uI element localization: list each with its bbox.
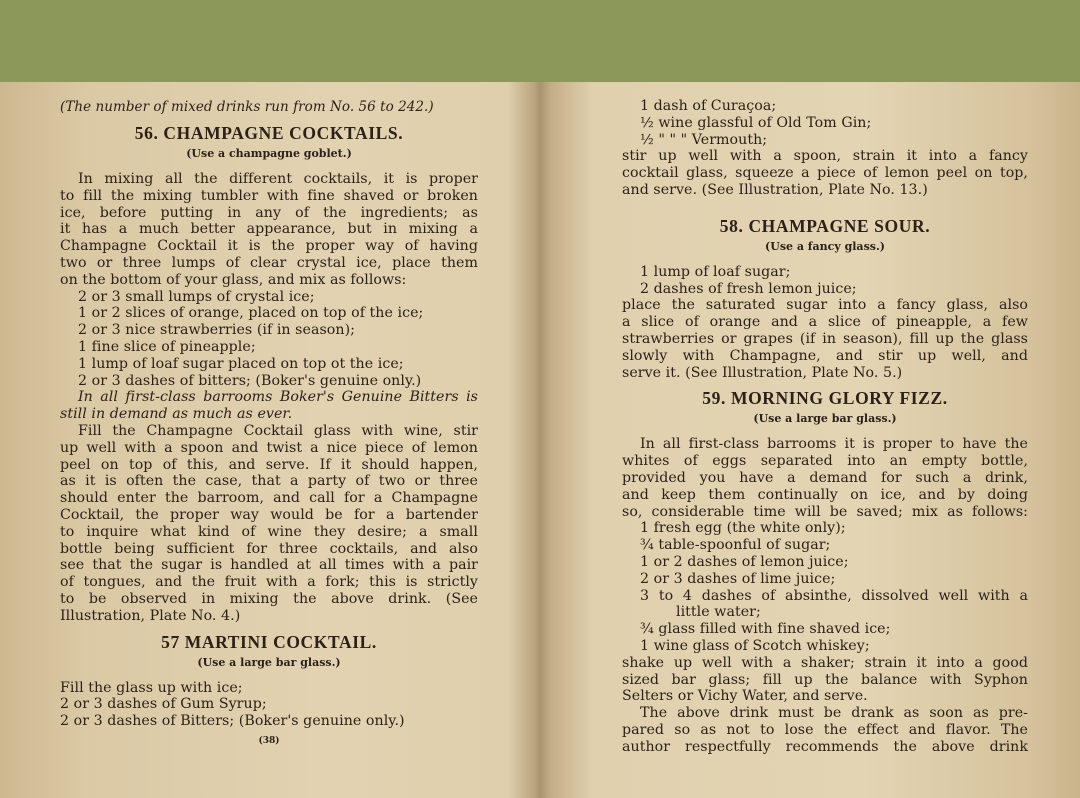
- recipe-57-cont-para-line: and serve. (See Illustration, Plate No. 13.): [622, 181, 928, 198]
- recipe-58-para-line: serve it. (See Illustration, Plate No. 5.): [622, 364, 903, 381]
- recipe-59-para1-line: and keep them continually on ice, and by doing: [622, 486, 1028, 503]
- olive-header-banner: [0, 0, 1080, 82]
- recipe-59-ingredient: 2 or 3 dashes of lime juice;: [640, 570, 836, 587]
- recipe-56-para1-line: ice, before putting in any of the ingredients; as: [60, 204, 478, 221]
- recipe-59-para1-line: whites of eggs separated into an empty bottle,: [622, 453, 1028, 470]
- recipe-59-title: 59. MORNING GLORY FIZZ.: [702, 388, 948, 409]
- recipe-59-para3-line: pared so as not to lose the effect and flavor. The: [622, 721, 1028, 738]
- recipe-59-glass: (Use a large bar glass.): [753, 412, 897, 426]
- recipe-57-line: 2 or 3 dashes of Bitters; (Boker's genuine only.): [60, 713, 405, 730]
- recipe-56-ingredient: 2 or 3 dashes of bitters; (Boker's genuine only.): [78, 372, 422, 389]
- recipe-59-ingredient: ¾ glass filled with fine shaved ice;: [640, 621, 891, 638]
- recipe-58-ingredient: 2 dashes of fresh lemon juice;: [640, 280, 857, 297]
- recipe-59-ingredient: 1 fresh egg (the white only);: [640, 520, 846, 537]
- recipe-57-line: 2 or 3 dashes of Gum Syrup;: [60, 696, 267, 713]
- recipe-59-para1-line: so, considerable time will be saved; mix as follows:: [622, 503, 1028, 520]
- recipe-59-para2-line: sized bar glass; fill up the balance with Syphon: [622, 671, 1028, 688]
- recipe-59-ingredient: 3 to 4 dashes of absinthe, dissolved well with a: [640, 587, 1028, 604]
- recipe-58-ingredient: 1 lump of loaf sugar;: [640, 263, 791, 280]
- recipe-56-para1-line: to fill the mixing tumbler with fine shaved or broken: [60, 187, 478, 204]
- left-page: [0, 82, 540, 798]
- recipe-56-para2-line: Illustration, Plate No. 4.): [60, 607, 241, 624]
- recipe-58-para-line: strawberries or grapes (if in season), fill up the glass: [622, 330, 1028, 347]
- recipe-59-para1-line: provided you have a demand for such a drink,: [622, 469, 1028, 486]
- recipe-56-para2-line: to be observed in mixing the above drink. (See: [60, 590, 478, 607]
- page-number: (38): [258, 735, 280, 746]
- recipe-56-para2-line: bottle being sufficient for three cocktails, and also: [60, 540, 478, 557]
- recipe-56-ingredient: 1 fine slice of pineapple;: [78, 338, 256, 355]
- recipe-59-para3-line: The above drink must be drank as soon as pre-: [640, 705, 1028, 722]
- recipe-56-title: 56. CHAMPAGNE COCKTAILS.: [134, 123, 404, 143]
- recipe-57-cont-ingredient: ½ " " " Vermouth;: [640, 131, 768, 148]
- recipe-56-para1-line: Champagne Cocktail it is the proper way of having: [60, 238, 478, 255]
- recipe-57-glass: (Use a large bar glass.): [197, 655, 341, 669]
- recipe-59-ingredient: ¾ table-spoonful of sugar;: [640, 537, 831, 554]
- recipe-56-para2-line: see that the sugar is handled at all times with a pair: [60, 557, 478, 574]
- recipe-59-para1-line: In all first-class barrooms it is proper to have the: [640, 436, 1028, 453]
- recipe-56-para2-line: peel on top of this, and serve. If it should happen,: [60, 456, 478, 473]
- recipe-56-ingredient: 2 or 3 small lumps of crystal ice;: [78, 288, 315, 305]
- recipe-56-para2-line: should enter the barroom, and call for a Champagne: [60, 490, 478, 507]
- recipe-56-para1-line: it has a much better appearance, but in mixing a: [60, 221, 478, 238]
- recipe-56-para1-line: two or three lumps of clear crystal ice, place them: [60, 254, 478, 271]
- recipe-56-para1-line: on the bottom of your glass, and mix as follows:: [60, 271, 407, 288]
- recipe-57-cont-para-line: stir up well with a spoon, strain it into a fancy: [622, 148, 1028, 165]
- intro-note: (The number of mixed drinks run from No. 56 to 242.): [60, 99, 434, 115]
- recipe-56-para2-line: of tongues, and the fruit with a fork; this is strictly: [60, 574, 478, 591]
- recipe-56-ingredient: 1 lump of loaf sugar placed on top ot the ice;: [78, 355, 404, 372]
- recipe-57-cont-para-line: cocktail glass, squeeze a piece of lemon peel on top,: [622, 165, 1028, 182]
- recipe-57-cont-ingredient: ½ wine glassful of Old Tom Gin;: [640, 114, 872, 131]
- recipe-59-para2-line: shake up well with a shaker; strain it into a good: [622, 654, 1028, 671]
- recipe-56-note-line: In all first-class barrooms Boker's Genuine Bitters is: [78, 389, 478, 406]
- recipe-58-para-line: slowly with Champagne, and stir up well, and: [622, 347, 1028, 364]
- recipe-56-para2-line: Cocktail, the proper way would be for a bartender: [60, 506, 478, 523]
- recipe-56-ingredient: 2 or 3 nice strawberries (if in season);: [78, 322, 355, 339]
- recipe-59-ingredient: little water;: [676, 604, 761, 621]
- recipe-58-para-line: place the saturated sugar into a fancy glass, also: [622, 297, 1028, 314]
- recipe-56-glass: (Use a champagne goblet.): [186, 147, 352, 160]
- recipe-59-para2-line: Selters or Vichy Water, and serve.: [622, 688, 868, 705]
- recipe-57-title: 57 MARTINI COCKTAIL.: [161, 631, 377, 652]
- recipe-58-title: 58. CHAMPAGNE SOUR.: [719, 215, 931, 236]
- recipe-56-para2-line: to inquire what kind of wine they desire; a small: [60, 523, 478, 540]
- recipe-56-para2-line: up well with a spoon and twist a nice piece of lemon: [60, 439, 478, 456]
- recipe-57-line: Fill the glass up with ice;: [60, 679, 243, 696]
- recipe-56-note-line: still in demand as much as ever.: [60, 406, 293, 423]
- recipe-59-ingredient: 1 wine glass of Scotch whiskey;: [640, 637, 870, 654]
- recipe-59-ingredient: 1 or 2 dashes of lemon juice;: [640, 553, 849, 570]
- recipe-56-para2-line: as it is often the case, that a party of two or three: [60, 473, 478, 490]
- right-page: [540, 82, 1080, 798]
- recipe-56-ingredient: 1 or 2 slices of orange, placed on top of the ice;: [78, 305, 424, 322]
- recipe-58-glass: (Use a fancy glass.): [765, 239, 885, 253]
- recipe-56-para2-line: Fill the Champagne Cocktail glass with wine, stir: [78, 422, 478, 439]
- open-book: [0, 82, 1080, 798]
- recipe-58-para-line: a slice of orange and a slice of pineapple, a few: [622, 314, 1028, 331]
- recipe-56-para1-line: In mixing all the different cocktails, it is proper: [78, 171, 478, 187]
- recipe-59-para3-line: author respectfully recommends the above drink: [622, 738, 1028, 755]
- recipe-57-cont-ingredient: 1 dash of Curaçoa;: [640, 98, 777, 114]
